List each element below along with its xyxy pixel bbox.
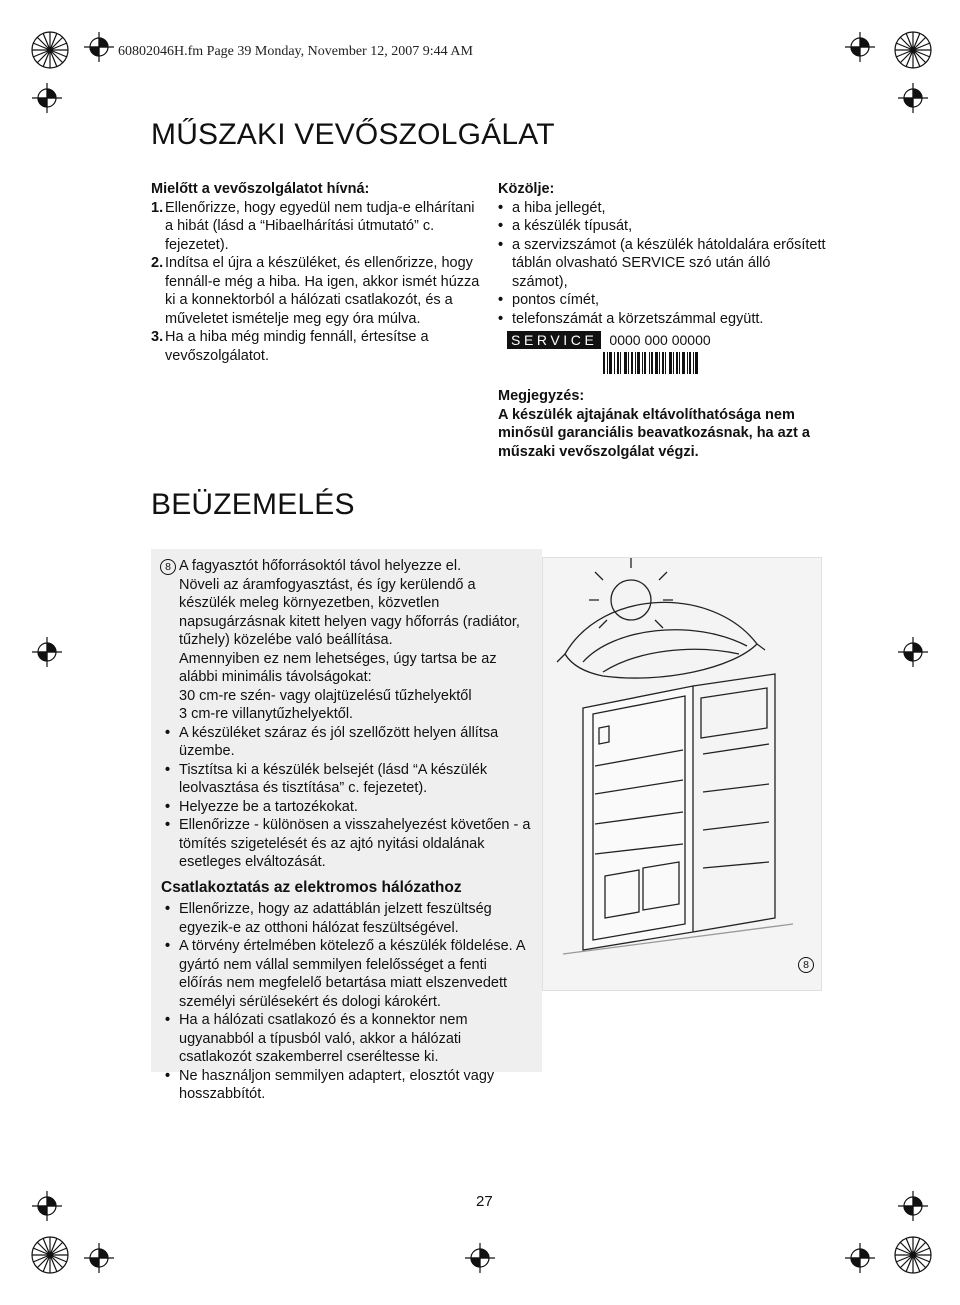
note-block xyxy=(498,387,828,461)
intro-line: 3 cm-re villanytűzhelyektől. xyxy=(179,706,354,722)
starburst-icon-bottom-left xyxy=(32,1237,68,1273)
note-text: A készülék ajtajának eltávolíthatósága nem minősül garanciális beavatkozásnak, ha azt a műszaki vevőszolgálat végzi. xyxy=(498,406,810,460)
list-item: • Ellenőrizze, hogy az adattáblán jelzett feszültség egyezik-e az otthoni hálózat feszültségével. xyxy=(165,900,532,937)
service-badge: SERVICE xyxy=(507,331,601,349)
service-label-block xyxy=(507,331,711,374)
list-item: • Ellenőrizze - különösen a visszahelyezést követően - a tömítés szigetelését és az ajtó nyitási oldalának esetleges elváltozását. xyxy=(165,816,532,872)
crosshair-icon-top-right xyxy=(845,32,875,62)
crosshair-icon-right-middle xyxy=(898,637,928,667)
starburst-icon-bottom-right xyxy=(895,1237,931,1273)
report-list xyxy=(498,199,828,329)
crosshair-icon-top-left xyxy=(84,32,114,62)
list-item: • a szervizszámot (a készülék hátoldalára erősített táblán olvasható SERVICE szó után álló számot), xyxy=(498,236,828,292)
intro-line: Amennyiben ez nem lehetséges, úgy tartsa be az alábbi minimális távolságokat: xyxy=(179,650,497,685)
report-label: Közölje: xyxy=(498,181,555,197)
crosshair-icon-bottom-right xyxy=(845,1243,875,1273)
list-item: • a készülék típusát, xyxy=(498,217,828,236)
crosshair-icon-right-upper xyxy=(898,83,928,113)
page-number: 27 xyxy=(476,1193,493,1210)
report-block xyxy=(498,180,828,328)
fridge-illustration-frame xyxy=(542,557,822,991)
list-item: • a hiba jellegét, xyxy=(498,199,828,218)
connection-title: Csatlakoztatás az elektromos hálózathoz xyxy=(161,878,462,896)
crosshair-icon-right-lower xyxy=(898,1191,928,1221)
list-item: • Tisztítsa ki a készülék belsejét (lásd “A készülék leolvasztása és tisztítása” c. fejezetet). xyxy=(165,761,532,798)
list-item: • A törvény értelmében kötelező a készülék földelése. A gyártó nem vállal semmilyen felelősséget a fenti előírás nem megfelelő betartása miatt elszenvedett személyi sérülésekért és dologi károkért. xyxy=(165,937,532,1011)
list-item: • pontos címét, xyxy=(498,291,828,310)
installation-list xyxy=(165,724,532,872)
intro-line: Növeli az áramfogyasztást, és így kerülendő a készülék meleg környezetben, közvetlen napsugárzásnak kitett helyen vagy hőforrás (radiátor, tűzhely) közelébe való beállítása. xyxy=(179,576,520,648)
step-list xyxy=(151,199,481,366)
section-title-installation: BEÜZEMELÉS xyxy=(151,488,355,521)
fridge-sun-illustration xyxy=(543,558,821,990)
note-label: Megjegyzés: xyxy=(498,388,585,404)
barcode-icon xyxy=(603,352,711,374)
intro-block xyxy=(160,557,532,724)
section-title-service: MŰSZAKI VEVŐSZOLGÁLAT xyxy=(151,118,555,151)
crosshair-icon-bottom-center xyxy=(465,1243,495,1273)
step-item: 2. Indítsa el újra a készüléket, és ellenőrizze, hogy fennáll-e még a hiba. Ha igen, akkor ismét húzza ki a konnektorból a hálózati csatlakozót, és a műveletet ismételje meg egy óra múlva. xyxy=(151,255,480,327)
fridge-icon xyxy=(583,674,775,950)
before-call-label: Mielőtt a vevőszolgálatot hívná: xyxy=(151,181,370,197)
step-item: 3. Ha a hiba még mindig fennáll, értesítse a vevőszolgálatot. xyxy=(151,329,429,364)
starburst-icon-top-left xyxy=(32,32,68,68)
list-item: • A készüléket száraz és jól szellőzött helyen állítsa üzembe. xyxy=(165,724,532,761)
crosshair-icon-left-middle xyxy=(32,637,62,667)
step-item: 1. Ellenőrizze, hogy egyedül nem tudja-e elhárítani a hibát (lásd a “Hibaelhárítási útmutató” c. fejezetet). xyxy=(151,199,475,253)
intro-line: 30 cm-re szén- vagy olajtüzelésű tűzhelyektől xyxy=(179,687,472,704)
list-item: • telefonszámát a körzetszámmal együtt. xyxy=(498,310,828,329)
list-item: • Ne használjon semmilyen adaptert, elosztót vagy hosszabbítót. xyxy=(165,1067,532,1104)
crosshair-icon-bottom-left xyxy=(84,1243,114,1273)
list-item: • Ha a hálózati csatlakozó és a konnektor nem ugyanabból a típusból való, akkor a hálózati csatlakozót szakemberrel cseréltesse ki. xyxy=(165,1011,532,1067)
crosshair-icon-left-upper xyxy=(32,83,62,113)
service-number: 0000 000 00000 xyxy=(609,332,711,348)
installation-content xyxy=(160,557,532,1104)
before-call-block xyxy=(151,180,481,365)
crosshair-icon-left-lower xyxy=(32,1191,62,1221)
intro-line: A fagyasztót hőforrásoktól távol helyezze el. xyxy=(179,558,462,574)
shade-dome-icon xyxy=(557,602,765,678)
starburst-icon-top-right xyxy=(895,32,931,68)
figure-ref-badge: 8 xyxy=(160,559,176,575)
connection-list xyxy=(165,900,532,1104)
list-item: • Helyezze be a tartozékokat. xyxy=(165,798,532,817)
file-header: 60802046H.fm Page 39 Monday, November 12, 2007 9:44 AM xyxy=(118,44,473,59)
figure-label-badge: 8 xyxy=(798,957,814,973)
